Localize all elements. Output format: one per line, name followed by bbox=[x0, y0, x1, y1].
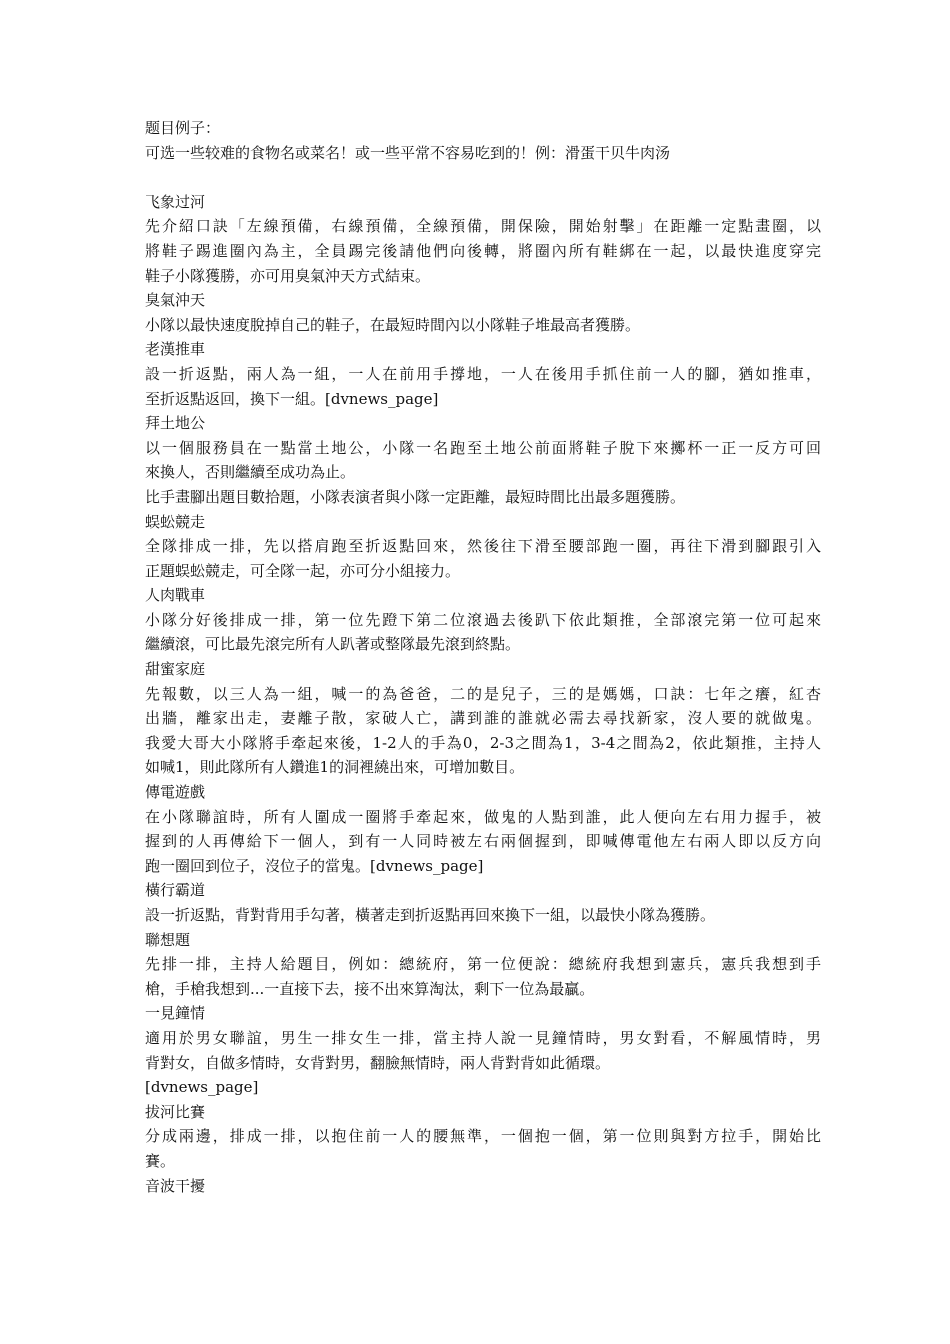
text-line: 臭氣沖天 bbox=[145, 291, 206, 310]
text-line: 比手畫腳出題目數拾題，小隊表演者與小隊一定距離，最短時間比出最多題獲勝。 bbox=[145, 487, 686, 506]
text-line: 分成兩邊，排成一排，以抱住前一人的腰無準，一個抱一個，第一位則與對方拉手，開始比 bbox=[145, 1127, 821, 1146]
text-line: 小隊以最快速度脫掉自己的鞋子，在最短時間內以小隊鞋子堆最高者獲勝。 bbox=[145, 315, 641, 334]
text-line: 握到的人再傳給下一個人，到有一人同時被左右兩個握到，即喊傳電他左右兩人即以反方向 bbox=[145, 832, 821, 851]
text-line: 來換人，否則繼續至成功為止。 bbox=[145, 463, 356, 482]
text-line: 音波干擾 bbox=[145, 1176, 206, 1195]
text-line: [dvnews_page] bbox=[145, 1078, 259, 1097]
text-line: 甜蜜家庭 bbox=[145, 660, 206, 679]
text-line: 全隊排成一排，先以搭肩跑至折返點回來，然後往下滑至腰部跑一圈，再往下滑到腳跟引入 bbox=[145, 537, 821, 556]
text-line: 賽。 bbox=[145, 1151, 176, 1170]
text-line: 橫行霸道 bbox=[145, 881, 206, 900]
text-line: 飞象过河 bbox=[145, 192, 206, 211]
text-line: 先排一排，主持人給題目，例如：總統府，第一位便說：總統府我想到憲兵，憲兵我想到手 bbox=[145, 955, 821, 974]
text-line: 在小隊聯誼時，所有人圍成一圈將手牽起來，做鬼的人點到誰，此人便向左右用力握手，被 bbox=[145, 807, 821, 826]
text-line: 聯想題 bbox=[145, 930, 191, 949]
text-line: 如喊1，則此隊所有人鑽進1的洞裡繞出來，可增加數目。 bbox=[145, 758, 525, 777]
text-line: 人肉戰車 bbox=[145, 586, 206, 605]
text-line: 繼續滾，可比最先滾完所有人趴著或整隊最先滾到終點。 bbox=[145, 635, 521, 654]
text-line: 將鞋子踢進圈內為主，全員踢完後請他們向後轉，將圈內所有鞋綁在一起，以最快進度穿完 bbox=[145, 241, 821, 260]
text-line: 可选一些较难的食物名或菜名！或一些平常不容易吃到的！例：滑蛋干贝牛肉汤 bbox=[145, 143, 671, 162]
text-line: 適用於男女聯誼，男生一排女生一排，當主持人說一見鐘情時，男女對看，不解風情時，男 bbox=[145, 1028, 821, 1047]
text-line: 小隊分好後排成一排，第一位先蹬下第二位滾過去後趴下依此類推，全部滾完第一位可起來 bbox=[145, 610, 821, 629]
text-line: 正題蜈蚣競走，可全隊一起，亦可分小組接力。 bbox=[145, 561, 461, 580]
text-line: 老漢推車 bbox=[145, 340, 206, 359]
text-line: 以一個服務員在一點當土地公，小隊一名跑至土地公前面將鞋子脫下來擲杯一正一反方可回 bbox=[145, 438, 821, 457]
text-line: 一見鐘情 bbox=[145, 1004, 206, 1023]
text-line: 先介紹口訣「左線預備，右線預備，全線預備，開保險，開始射擊」在距離一定點畫圈，以 bbox=[145, 217, 821, 236]
text-line: 题目例子： bbox=[145, 119, 221, 137]
text-line: 拜土地公 bbox=[145, 414, 206, 433]
text-line: 我愛大哥大小隊將手牽起來後，1-2人的手為0，2-3之間為1，3-4之間為2，依此類推，主持人 bbox=[145, 733, 821, 752]
text-line: 蜈蚣競走 bbox=[145, 512, 206, 531]
text-line: 設一折返點，背對背用手勾著，橫著走到折返點再回來換下一組，以最快小隊為獲勝。 bbox=[145, 906, 716, 924]
text-line: 傳電遊戲 bbox=[145, 783, 206, 802]
text-line: 槍，手槍我想到...一直接下去，接不出來算淘汰，剩下一位為最贏。 bbox=[145, 979, 595, 998]
text-line: 背對女，自做多情時，女背對男，翻臉無情時，兩人背對背如此循環。 bbox=[145, 1053, 611, 1072]
text-line: 拔河比賽 bbox=[145, 1102, 206, 1121]
text-line: 跑一圈回到位子，沒位子的當鬼。[dvnews_page] bbox=[145, 856, 484, 875]
text-line: 鞋子小隊獲勝，亦可用臭氣沖天方式結束。 bbox=[145, 266, 431, 285]
blank-line bbox=[145, 165, 821, 190]
document-body bbox=[145, 116, 821, 1198]
text-line: 設一折返點，兩人為一組，一人在前用手撐地，一人在後用手抓住前一人的腳，猶如推車， bbox=[145, 364, 821, 383]
text-line: 先報數，以三人為一組，喊一的為爸爸，二的是兒子，三的是媽媽，口訣：七年之癢，紅杏 bbox=[145, 684, 821, 703]
text-line: 出牆，離家出走，妻離子散，家破人亡，講到誰的誰就必需去尋找新家，沒人要的就做鬼。 bbox=[145, 709, 821, 728]
text-line: 至折返點返回，換下一組。[dvnews_page] bbox=[145, 389, 439, 408]
